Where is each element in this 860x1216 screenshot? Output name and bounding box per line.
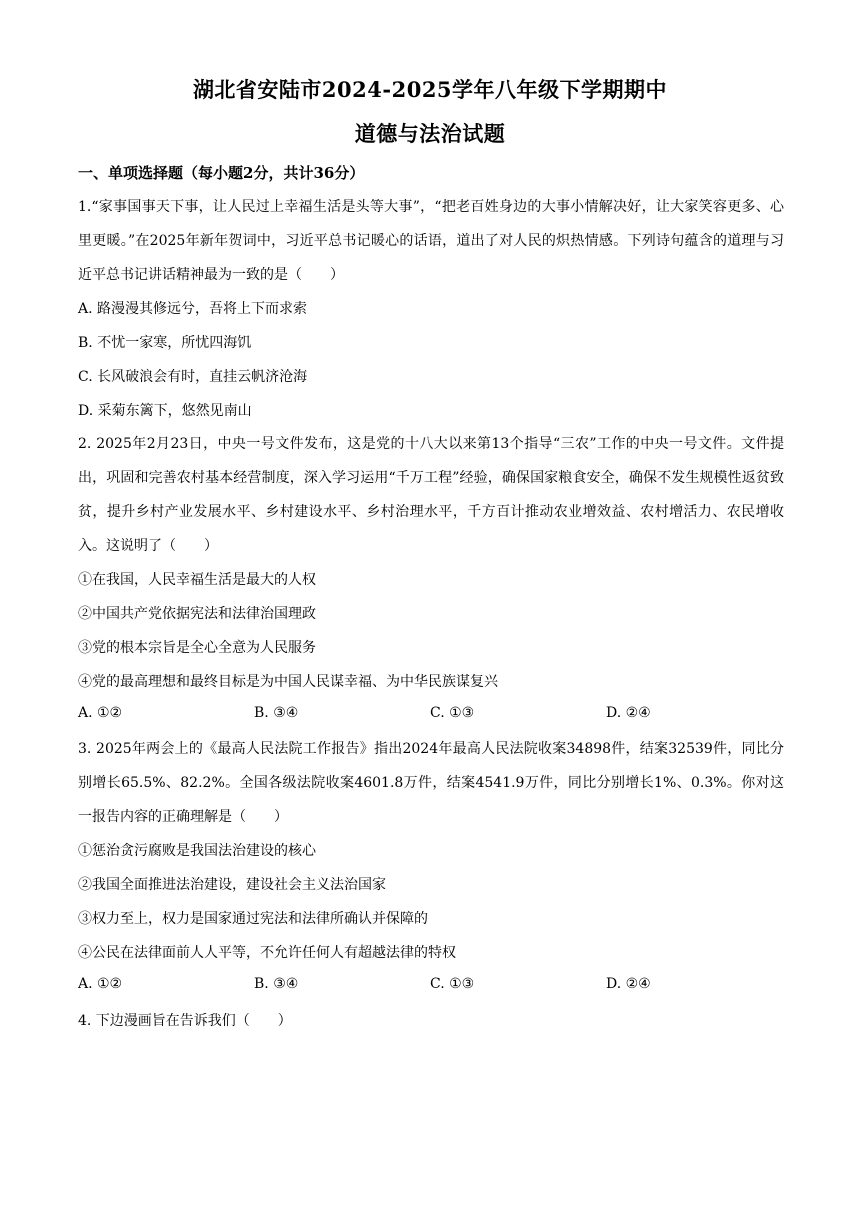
question-2-stem: 2. 2025年2月23日，中央一号文件发布，这是党的十八大以来第13个指导“三农”工作的中央一号文件。文件提出，巩固和完善农村基本经营制度，深入学习运用“千万工程”经验，确保国家粮食安全，确保不发生规模性返贫致贫，提升乡村产业发展水平、乡村建设水平、乡村治理水平，千方百计推动农业增效益、农村增活力、农民增收入。这说明了（ ） xyxy=(78,436,784,554)
question-2-statement-1: ①在我国，人民幸福生活是最大的人权 xyxy=(78,572,316,588)
question-1-option-b: B. 不忧一家寒，所忧四海饥 xyxy=(78,335,252,351)
question-2-option-b: B. ③④ xyxy=(254,705,299,721)
question-1-option-c: C. 长风破浪会有时，直挂云帆济沧海 xyxy=(78,369,308,385)
exam-subtitle: 道德与法治试题 xyxy=(354,121,506,146)
question-2-options xyxy=(78,705,784,725)
question-4-stem: 4. 下边漫画旨在告诉我们（ ） xyxy=(78,1013,292,1029)
question-1-option-d: D. 采菊东篱下，悠然见南山 xyxy=(78,403,252,419)
section-heading: 一、单项选择题（每小题2分，共计36分） xyxy=(78,164,365,182)
question-3-statement-2: ②我国全面推进法治建设，建设社会主义法治国家 xyxy=(78,877,386,893)
question-3-stem: 3. 2025年两会上的《最高人民法院工作报告》指出2024年最高人民法院收案34898件，结案32539件，同比分别增长65.5%、82.2%。全国各级法院收案4601.8万件，结案4541.9万件，同比分别增长1%、0.3%。你对这一报告内容的正确理解是（ ） xyxy=(78,741,784,825)
question-3-statement-3: ③权力至上，权力是国家通过宪法和法律所确认并保障的 xyxy=(78,911,428,927)
question-3-statement-1: ①惩治贪污腐败是我国法治建设的核心 xyxy=(78,843,316,859)
exam-title: 湖北省安陆市2024-2025学年八年级下学期期中 xyxy=(192,77,668,102)
question-2-statement-3: ③党的根本宗旨是全心全意为人民服务 xyxy=(78,640,316,656)
question-2-option-d: D. ②④ xyxy=(606,705,651,721)
question-2-option-a: A. ①② xyxy=(78,705,123,721)
question-3-option-d: D. ②④ xyxy=(606,976,651,992)
question-3-option-b: B. ③④ xyxy=(254,976,299,992)
question-3-options xyxy=(78,976,784,996)
question-1-option-a: A. 路漫漫其修远兮，吾将上下而求索 xyxy=(78,301,308,317)
question-3-option-c: C. ①③ xyxy=(430,976,475,992)
question-3-statement-4: ④公民在法律面前人人平等，不允许任何人有超越法律的特权 xyxy=(78,945,456,961)
question-2-statement-4: ④党的最高理想和最终目标是为中国人民谋幸福、为中华民族谋复兴 xyxy=(78,674,498,690)
question-2-statement-2: ②中国共产党依据宪法和法律治国理政 xyxy=(78,606,316,622)
question-3-option-a: A. ①② xyxy=(78,976,123,992)
question-1-stem: 1.“家事国事天下事，让人民过上幸福生活是头等大事”，“把老百姓身边的大事小情解决好，让大家笑容更多、心里更暖。”在2025年新年贺词中，习近平总书记暖心的话语，道出了对人民的炽热情感。下列诗句蕴含的道理与习近平总书记讲话精神最为一致的是（ ） xyxy=(78,199,784,283)
question-2-option-c: C. ①③ xyxy=(430,705,475,721)
